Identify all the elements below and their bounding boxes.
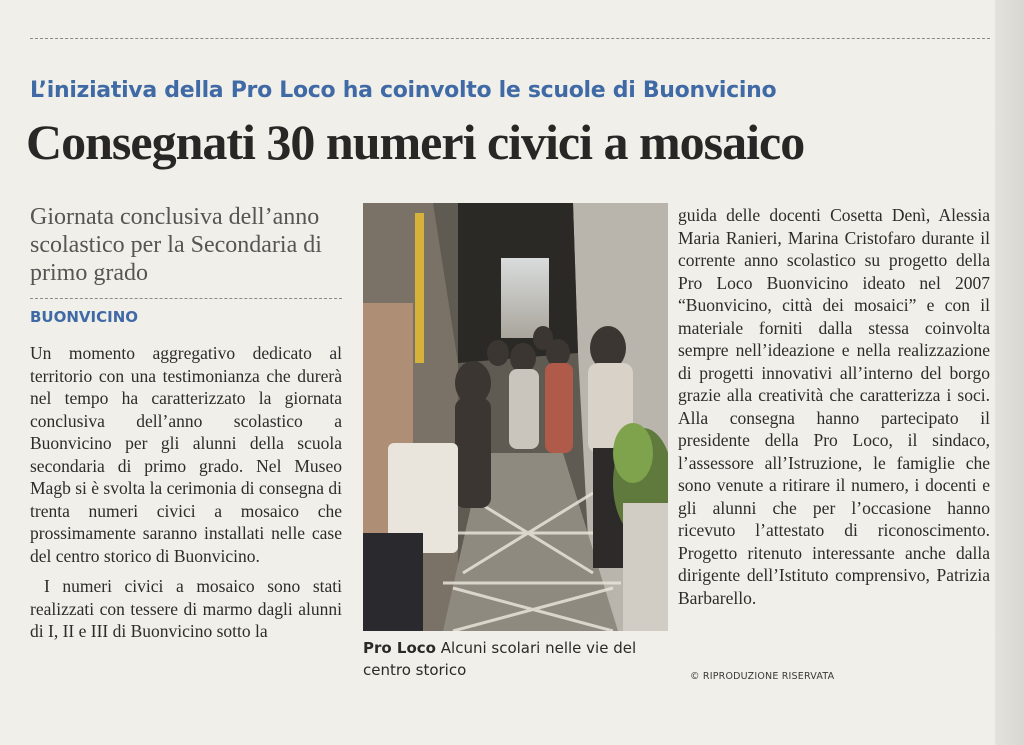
caption-text: Alcuni scolari nelle vie del centro storico [363,639,637,679]
dateline-location: BUONVICINO [30,308,139,326]
article-column-left [30,342,342,643]
article-subtitle: Giornata conclusiva dell’anno scolastico per la Secondaria di primo grado [30,204,322,286]
top-divider [30,38,990,39]
article-column-right [678,204,990,609]
adjacent-page-edge [995,0,1024,745]
article-kicker: L’iniziativa della Pro Loco ha coinvolto le scuole di Buonvicino [30,78,777,103]
photo-caption [363,637,673,681]
caption-credit: Pro Loco [363,639,436,657]
subtitle-divider [30,298,342,299]
body-paragraph-3: guida delle docenti Cosetta Denì, Alessia Maria Ranieri, Marina Cristofaro durante il corrente anno scolastico su progetto della Pro Loco Buonvicino ideato nel 2007 “Buonvicino, città dei mosaici” e con il materiale forniti dalla stessa coinvolta sempre nell’ideazione e nella realizzazione di progetti innovativi all’interno del borgo grazie alla creatività che caratterizza i soci. Alla consegna hanno partecipato il presidente della Pro Loco, il sindaco, l’assessore all’Istruzione, le famiglie che sono venute a ritirare il numero, i docenti e gli alunni che per l’occasione hanno ricevuto l’attestato di riconoscimento. Progetto ritenuto interessante anche dalla dirigente dell’Istituto comprensivo, Patrizia Barbarello. [678,205,990,608]
body-paragraph-1: Un momento aggregativo dedicato al territorio con una testimonianza che durerà nel tempo ha caratterizzato la giornata conclusiva dell’anno scolastico a Buonvicino per gli alunni della scuola secondaria di primo grado. Nel Museo Magb si è svolta la cerimonia di consegna di trenta numeri civici a mosaico che prossimamente saranno installati nelle case del centro storico di Buonvicino. [30,343,343,566]
body-paragraph-2: I numeri civici a mosaico sono stati realizzati con tessere di marmo dagli alunni di I, II e III di Buonvicino sotto la [30,576,342,641]
article-photo [363,203,668,631]
copyright-notice: © RIPRODUZIONE RISERVATA [690,671,835,682]
article-headline: Consegnati 30 numeri civici a mosaico [26,114,805,170]
alley-students-illustration [363,203,668,631]
